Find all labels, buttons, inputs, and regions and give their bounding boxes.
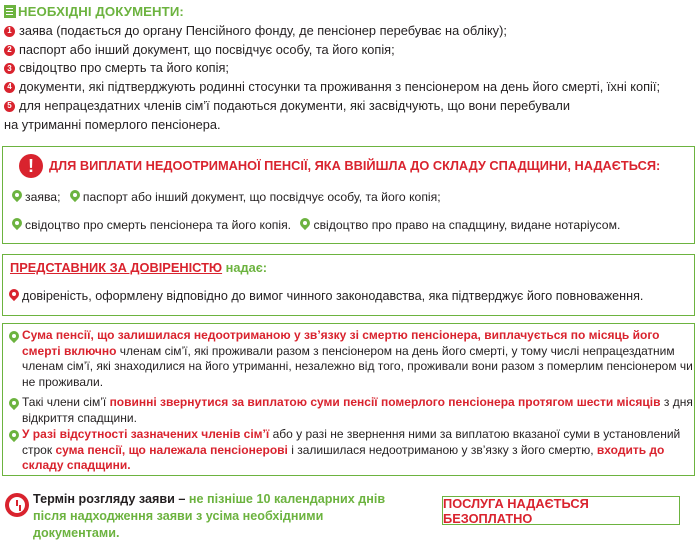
number-badge: 3 (4, 63, 15, 74)
details-paragraph-text (9, 328, 693, 390)
inheritance-row (12, 218, 620, 232)
docs-item-text: документи, які підтверджують родинні стосунки та проживання з пенсіонером на день його смерті, їхні копії; (19, 79, 661, 95)
exclamation-icon: ! (19, 154, 43, 178)
docs-item (4, 41, 694, 60)
representative-text-row (9, 289, 643, 303)
number-badge: 1 (4, 26, 15, 37)
details-text: і залишилася недоотриманою у зв’язку з його смертю, (287, 442, 597, 457)
details-text: Такі члени сім’ї (22, 395, 110, 409)
details-highlight: входить до складу спадщини. (22, 442, 665, 473)
free-service-badge: ПОСЛУГА НАДАЄТЬСЯ БЕЗОПЛАТНО (442, 496, 680, 525)
inheritance-box-title: ДЛЯ ВИПЛАТИ НЕДООТРИМАНОЇ ПЕНСІЇ, ЯКА ВВІЙШЛА ДО СКЛАДУ СПАДЩИНИ, НАДАЄТЬСЯ: (49, 158, 661, 173)
number-badge: 5 (4, 101, 15, 112)
details-text: або у разі не звернення ними за виплатою вказаної суми в установлений строк (22, 427, 681, 457)
docs-item-text-continued: на утриманні померлого пенсіонера. (4, 116, 221, 132)
location-pin-icon (70, 190, 80, 203)
details-highlight: повинні звернутися за виплатою суми пенсії померлого пенсіонера протягом шести місяців (109, 395, 661, 409)
details-paragraph (9, 427, 693, 474)
inheritance-item: паспорт або інший документ, що посвідчує особу, та його копія; (82, 190, 441, 204)
docs-list (4, 22, 694, 134)
location-pin-icon (9, 331, 19, 344)
representative-title (10, 260, 267, 275)
details-paragraph-text (9, 427, 693, 474)
inheritance-item: заява; (25, 190, 61, 204)
docs-title: НЕОБХІДНІ ДОКУМЕНТИ: (18, 3, 184, 19)
clock-icon (5, 493, 29, 517)
details-paragraph (9, 328, 693, 390)
details-box (2, 323, 695, 476)
representative-title-suffix: надає: (222, 260, 268, 275)
inheritance-item: свідоцтво про право на спадщину, видане нотаріусом. (313, 218, 621, 232)
docs-item-text: для непрацездатних членів сім’ї подаються документи, які засвідчують, що вони перебували (19, 97, 570, 113)
docs-header (4, 3, 184, 19)
details-paragraph-text (9, 395, 693, 426)
details-paragraph (9, 395, 693, 426)
location-pin-icon (9, 289, 19, 302)
inheritance-row (12, 190, 441, 204)
details-text: з дня відкриття спадщини. (22, 395, 693, 425)
details-highlight: Сума пенсії, що залишилася недоотриманою у зв’язку зі смертю пенсіонера, виплачується по місяць його смерті включно (22, 328, 660, 358)
location-pin-icon (12, 218, 22, 231)
docs-item (4, 22, 694, 41)
docs-item-text: заява (подається до органу Пенсійного фонду, де пенсіонер перебуває на обліку); (19, 23, 507, 38)
docs-item-text: свідоцтво про смерть та його копія; (19, 60, 229, 76)
docs-item (4, 59, 694, 78)
docs-item (4, 78, 694, 97)
location-pin-icon (300, 218, 310, 231)
location-pin-icon (9, 430, 19, 443)
review-term-value: не пізніше 10 календарних днів після надходження заяви з усіма необхідними документами. (33, 492, 386, 540)
representative-title-text: ПРЕДСТАВНИК ЗА ДОВІРЕНІСТЮ (10, 260, 223, 275)
number-badge: 2 (4, 45, 15, 56)
details-highlight: сума пенсії, що належала пенсіонерові (55, 442, 288, 457)
docs-item (4, 97, 694, 134)
details-text: членам сім’ї, які проживали разом з пенсіонером на день його смерті, у тому числі непрацездатним членам сім’ї, які знаходилися на його утриманні, незалежно від того, проживали вони разом з померлим пенсіонером чи не проживали. (22, 343, 693, 389)
location-pin-icon (9, 398, 19, 411)
representative-text: довіреність, оформлену відповідно до вимог чинного законодавства, яка підтверджує його повноваження. (22, 289, 644, 303)
location-pin-icon (12, 190, 22, 203)
document-icon (4, 5, 16, 18)
inheritance-box (2, 146, 695, 244)
representative-box (2, 254, 695, 316)
number-badge: 4 (4, 82, 15, 93)
review-term-label: Термін розгляду заяви – (33, 492, 189, 506)
inheritance-item: свідоцтво про смерть пенсіонера та його копія. (25, 218, 292, 232)
docs-item-text: паспорт або інший документ, що посвідчує особу, та його копія; (19, 41, 395, 57)
review-term (33, 491, 403, 542)
details-highlight: У разі відсутності зазначених членів сім’ї (22, 427, 270, 441)
docs-item-text-wrap (4, 97, 694, 134)
